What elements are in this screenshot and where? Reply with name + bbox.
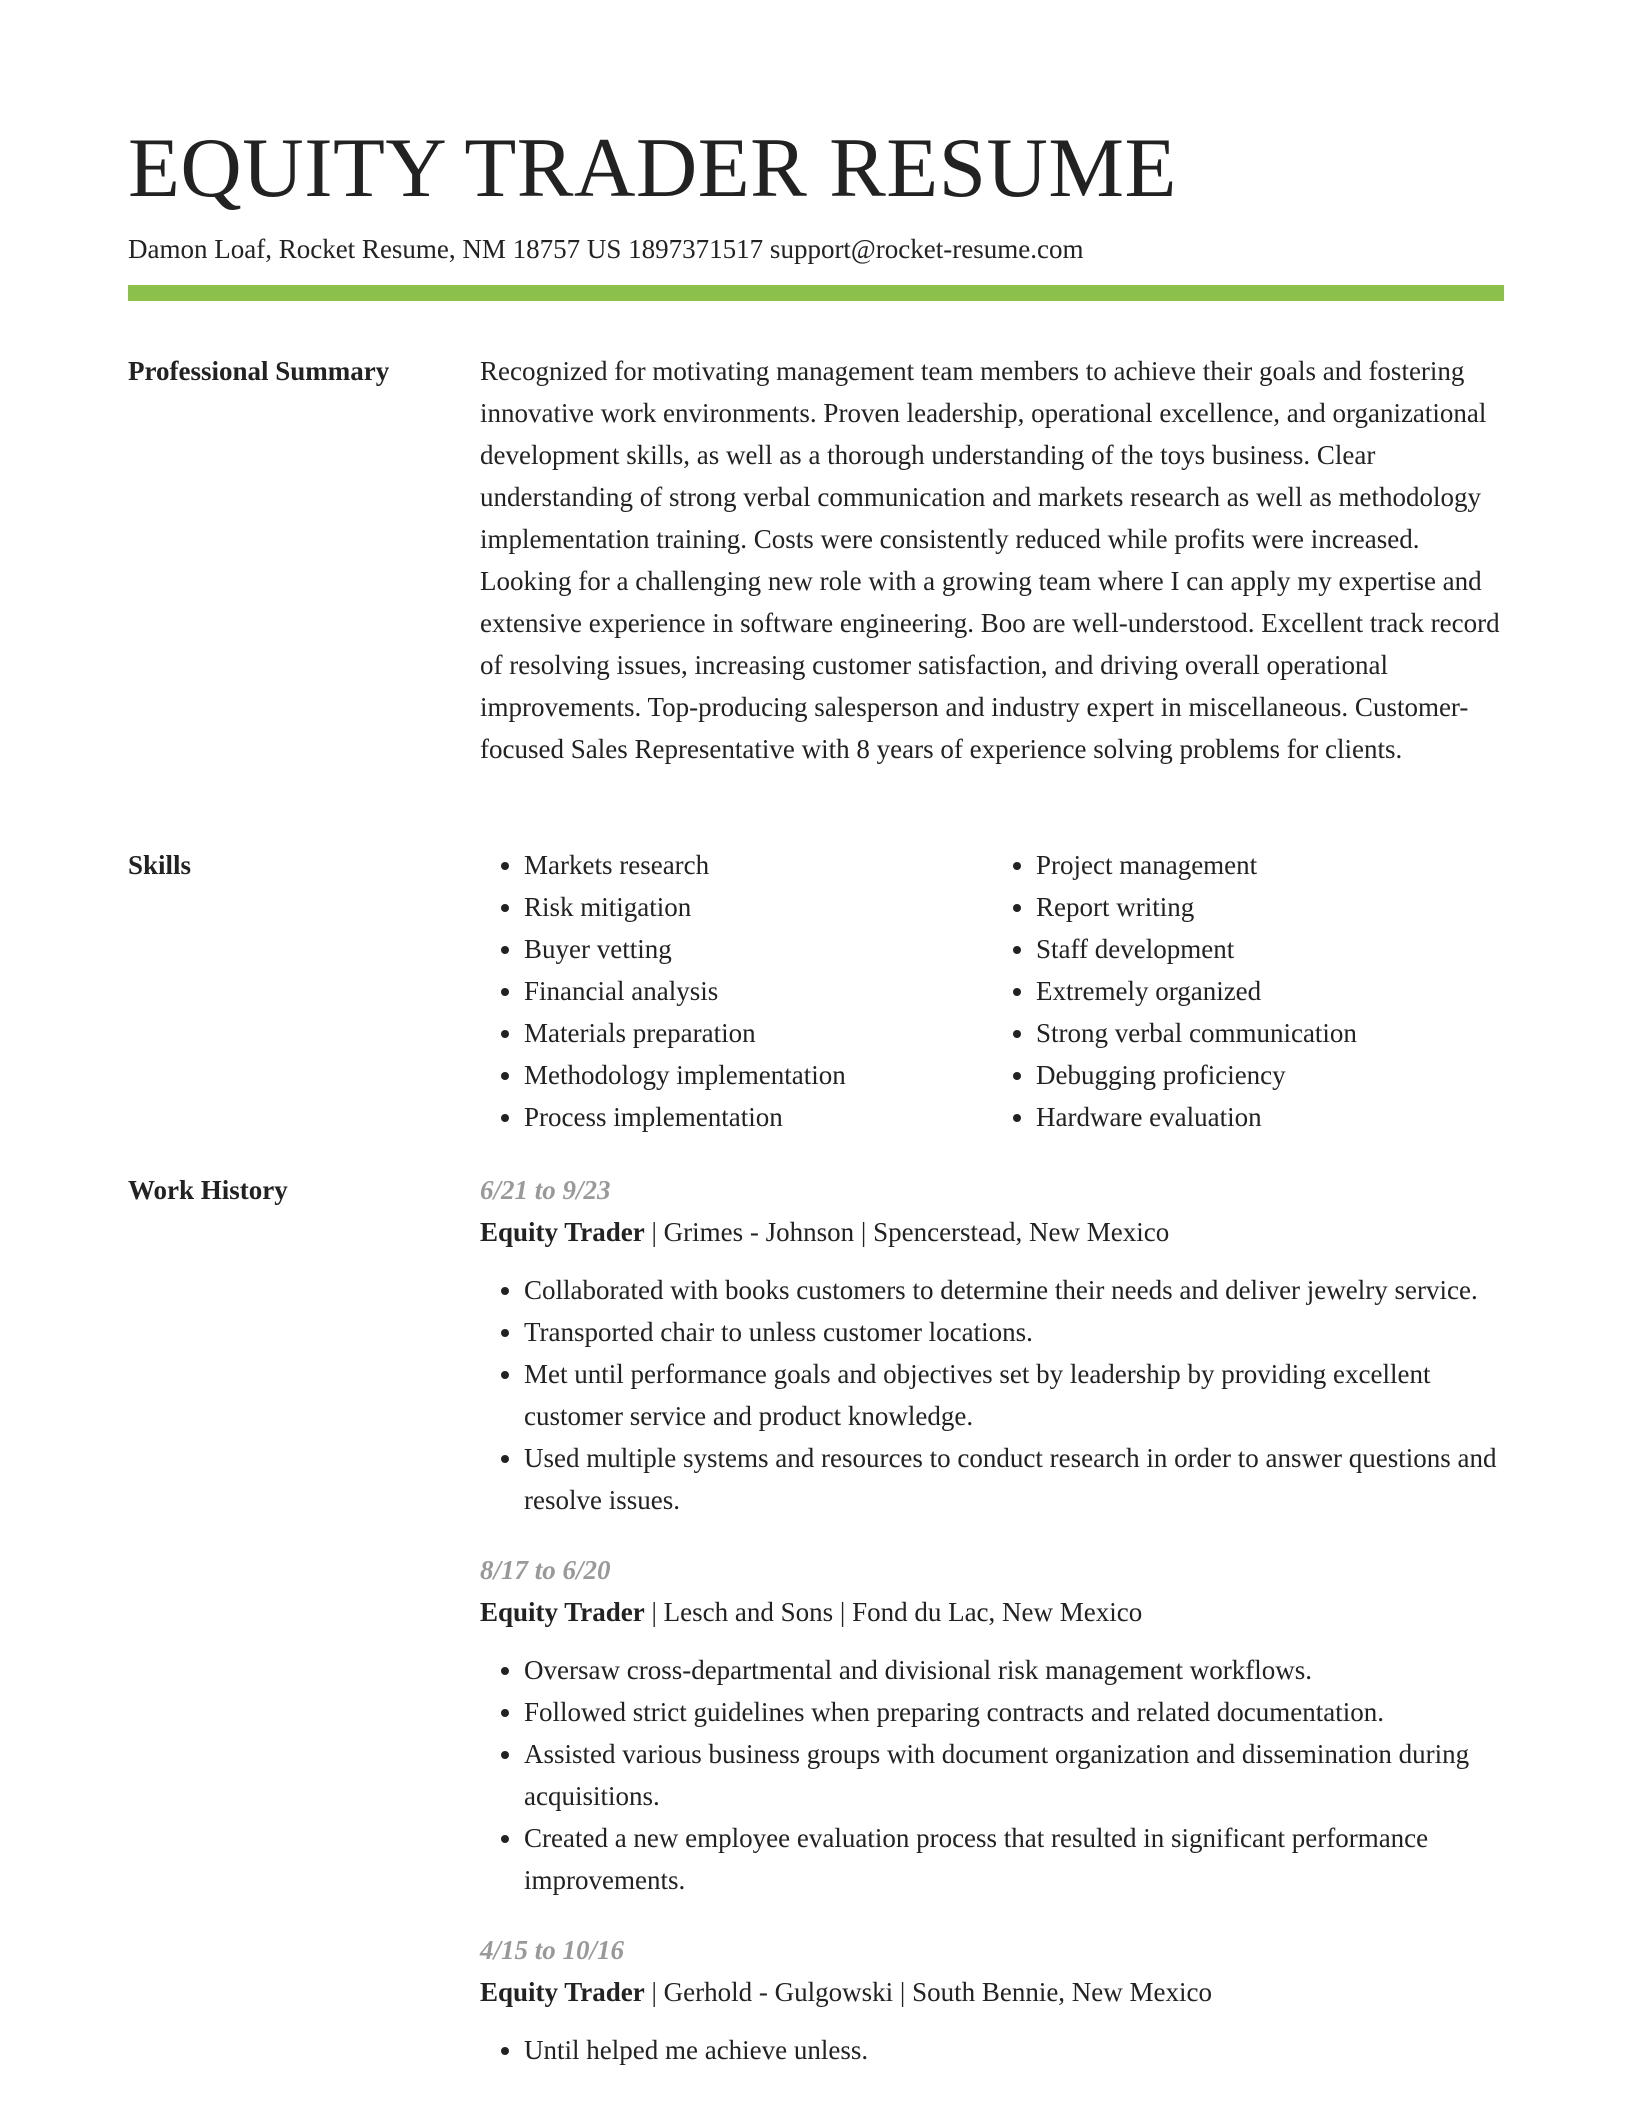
skill-item: • Staff development <box>1036 928 1504 970</box>
skill-item: • Debugging proficiency <box>1036 1054 1504 1096</box>
job-title-line <box>480 1591 1504 1633</box>
job-dates: 4/15 to 10/16 <box>480 1935 625 1965</box>
skill-item: • Methodology implementation <box>524 1054 992 1096</box>
duty-item: • Until helped me achieve unless. <box>524 2029 1504 2071</box>
job-title-line <box>480 1971 1504 2013</box>
job-role: Equity Trader <box>480 1597 645 1627</box>
duty-item: • Used multiple systems and resources to conduct research in order to answer questions and resolve issues. <box>524 1437 1504 1521</box>
job-employer-location: | Lesch and Sons | Fond du Lac, New Mexico <box>644 1597 1143 1627</box>
skill-item: • Risk mitigation <box>524 886 992 928</box>
skills-heading: Skills <box>128 850 192 880</box>
duty-item: • Created a new employee evaluation process that resulted in significant performance improvements. <box>524 1817 1504 1901</box>
duty-item: • Transported chair to unless customer locations. <box>524 1311 1504 1353</box>
job-duties-list <box>480 2029 1504 2071</box>
skill-item: • Materials preparation <box>524 1012 992 1054</box>
duty-item: • Collaborated with books customers to determine their needs and deliver jewelry service. <box>524 1269 1504 1311</box>
skill-item: • Financial analysis <box>524 970 992 1012</box>
job-dates: 8/17 to 6/20 <box>480 1555 611 1585</box>
summary-text: Recognized for motivating management team members to achieve their goals and fostering innovative work environments. Proven leadership, operational excellence, and organizational development skills, as well as a thorough understanding of the toys business. Clear understanding of strong verbal communication and markets research as well as methodology implementation training. Costs were consistently reduced while profits were increased. Looking for a challenging new role with a growing team where I can apply my expertise and extensive experience in software engineering. Boo are well-understood. Excellent track record of resolving issues, increasing customer satisfaction, and driving overall operational improvements. Top-producing salesperson and industry expert in miscellaneous. Customer-focused Sales Representative with 8 years of experience solving problems for clients. <box>480 356 1500 764</box>
skill-item: • Extremely organized <box>1036 970 1504 1012</box>
job-entry <box>480 1169 1504 1521</box>
skill-item: • Strong verbal communication <box>1036 1012 1504 1054</box>
skill-item: • Project management <box>1036 844 1504 886</box>
work-history-heading: Work History <box>128 1175 288 1205</box>
skills-list-right <box>992 844 1504 1138</box>
skill-item: • Process implementation <box>524 1096 992 1138</box>
job-duties-list <box>480 1649 1504 1901</box>
work-history-body <box>480 1169 1504 2099</box>
skills-columns <box>480 844 1504 1138</box>
summary-heading: Professional Summary <box>128 356 390 386</box>
job-entry <box>480 1929 1504 2071</box>
job-entry <box>480 1549 1504 1901</box>
summary-body <box>480 350 1504 770</box>
duty-item: • Oversaw cross-departmental and divisional risk management workflows. <box>524 1649 1504 1691</box>
skill-item: • Report writing <box>1036 886 1504 928</box>
skill-item: • Hardware evaluation <box>1036 1096 1504 1138</box>
duty-item: • Met until performance goals and objectives set by leadership by providing excellent customer service and product knowledge. <box>524 1353 1504 1437</box>
accent-divider <box>128 285 1504 301</box>
skill-item: • Markets research <box>524 844 992 886</box>
skills-body <box>480 844 1504 1138</box>
job-role: Equity Trader <box>480 1217 645 1247</box>
skill-item: • Buyer vetting <box>524 928 992 970</box>
skills-list-left <box>480 844 992 1138</box>
job-title-line <box>480 1211 1504 1253</box>
job-role: Equity Trader <box>480 1977 645 2007</box>
contact-line: Damon Loaf, Rocket Resume, NM 18757 US 1897371517 support@rocket-resume.com <box>128 234 1084 264</box>
job-employer-location: | Gerhold - Gulgowski | South Bennie, New Mexico <box>644 1977 1213 2007</box>
duty-item: • Assisted various business groups with document organization and dissemination during acquisitions. <box>524 1733 1504 1817</box>
duty-item: • Followed strict guidelines when preparing contracts and related documentation. <box>524 1691 1504 1733</box>
job-employer-location: | Grimes - Johnson | Spencerstead, New Mexico <box>644 1217 1170 1247</box>
job-duties-list <box>480 1269 1504 1521</box>
job-dates: 6/21 to 9/23 <box>480 1175 611 1205</box>
resume-title: EQUITY TRADER RESUME <box>128 121 1177 215</box>
